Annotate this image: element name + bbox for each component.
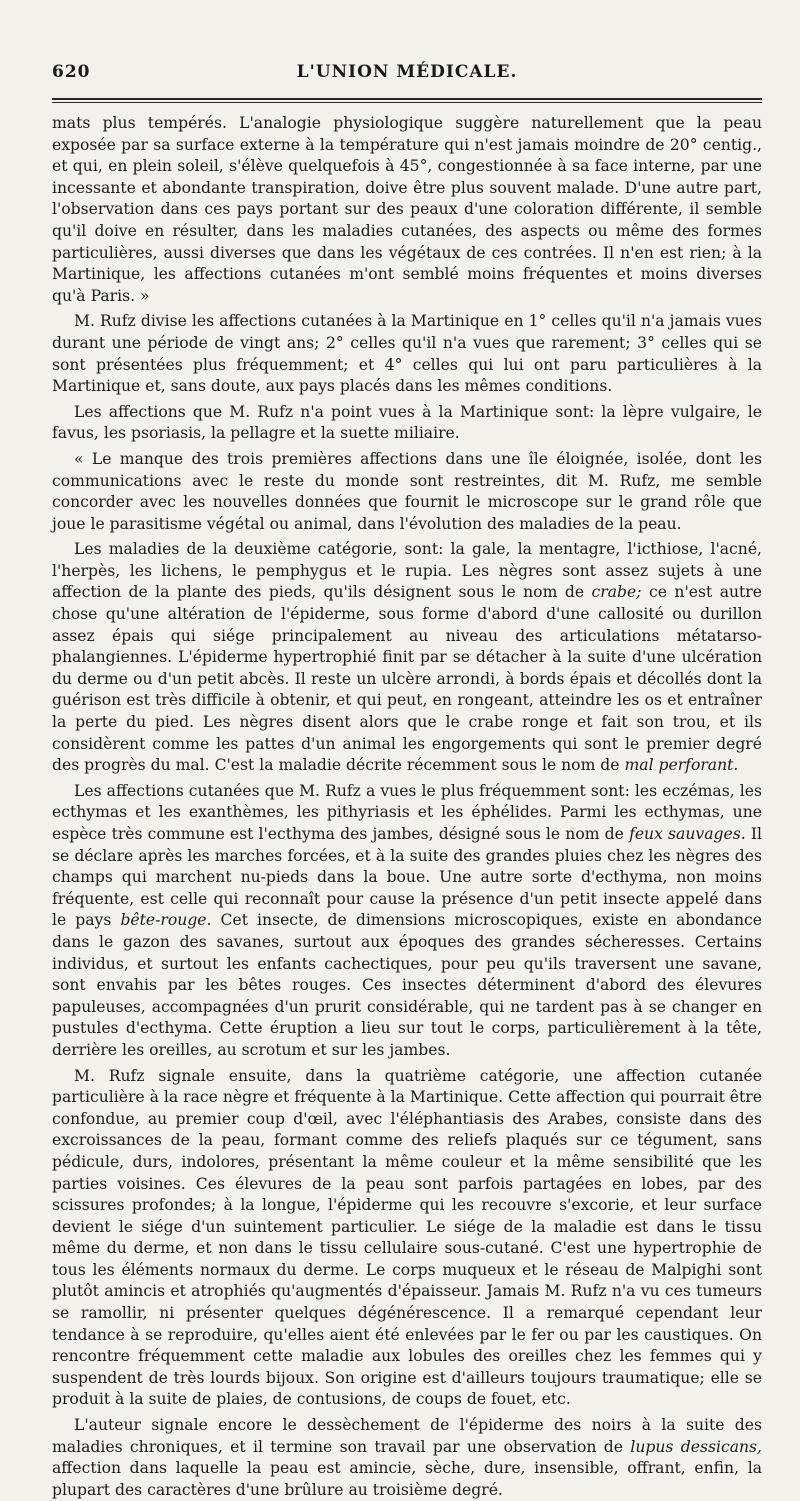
paragraph xyxy=(52,781,762,1062)
italic-term: bête-rouge. xyxy=(120,911,212,930)
paragraph xyxy=(52,539,762,777)
text-run: ce n'est autre chose qu'une altération de l'épiderme, sous forme d'abord d'une callosité ou durillon assez épais qui siége principalement au niveau des articulations métatarso-phalangiennes. L'épiderme hypertrophié finit par se détacher à la suite d'une ulcération du derme ou d'un petit abcès. Il reste un ulcère arrondi, à bords épais et décollés dont la guérison est très difficile à obtenir, et qui peut, en rongeant, atteindre les os et entraîner la perte du pied. Les nègres disent alors que le crabe ronge et fait son trou, et ils considèrent comme les pattes d'un animal les engorgements qui sont le premier degré des progrès du mal. C'est la maladie décrite récemment sous le nom de xyxy=(52,583,762,775)
paragraph: M. Rufz divise les affections cutanées à la Martinique en 1° celles qu'il n'a jamais vues durant une période de vingt ans; 2° celles qu'il n'a vues que rarement; 3° celles qui se sont présentées plus fréquemment; et 4° celles qui lui ont paru particulières à la Martinique et, sans doute, aux pays placés dans les mêmes conditions. xyxy=(52,312,762,396)
paragraph: Les affections que M. Rufz n'a point vues à la Martinique sont: la lèpre vulgaire, le favus, les psoriasis, la pellagre et la suette miliaire. xyxy=(52,402,762,443)
paragraph: « Le manque des trois premières affections dans une île éloignée, isolée, dont les communications avec le reste du monde sont restreintes, dit M. Rufz, me semble concorder avec les nouvelles données que fournit le microscope sur le grand rôle que joue le parasitisme végétal ou animal, dans l'évolution des maladies de la peau. xyxy=(52,449,762,533)
paragraph: M. Rufz signale ensuite, dans la quatrième catégorie, une affection cutanée particulière à la race nègre et fréquente à la Martinique. Cette affection qui pourrait être confondue, au premier coup d'œil, avec l'éléphantiasis des Arabes, consiste dans des excroissances de la peau, formant comme des reliefs plaqués sur ce tégument, sans pédicule, durs, indolores, présentant la même couleur et la même sensibilité que les parties voisines. Ces élevures de la peau sont parfois partagées en lobes, par des scissures profondes; à la longue, l'épiderme qui les recouvre s'excorie, et leur surface devient le siége d'un suintement particulier. Le siége de la maladie est dans le tissu même du derme, et non dans le tissu cellulaire sous-cutané. C'est une hypertrophie de tous les éléments normaux du derme. Le corps muqueux et le réseau de Malpighi sont plutôt amincis et atrophiés qu'augmentés d'épaisseur. Jamais M. Rufz n'a vu ces tumeurs se ramollir, ni présenter quelques dégénérescence. Il a remarqué cependant leur tendance à se reproduire, qu'elles aient été enlevées par le fer ou par les caustiques. On rencontre fréquemment cette maladie aux lobules des oreilles chez les femmes qui y suspendent de très lourds bijoux. Son origine est d'ailleurs toujours traumatique; elle se produit à la suite de plaies, de contusions, de coups de fouet, etc. xyxy=(52,1066,762,1409)
running-title: L'UNION MÉDICALE. xyxy=(296,62,518,82)
italic-term: crabe; xyxy=(591,583,642,602)
text-run: affection dans laquelle la peau est amincie, sèche, dure, insensible, offrant, enfin, la plupart des caractères d'une brûlure au troisième degré. xyxy=(52,1459,762,1499)
header-rule xyxy=(52,98,762,103)
italic-term: feux sauvages. xyxy=(629,825,746,843)
text-run: Il se déclare après les marches forcées, et à la suite des grandes pluies chez les nègres des champs qui marchent nu-pieds dans la boue. Une autre sorte d'ecthyma, non moins fréquente, est celle qui reconnaît pour cause la présence d'un petit insecte appelé dans le pays xyxy=(52,825,762,930)
italic-term: mal perforant. xyxy=(624,756,739,775)
page-header xyxy=(52,62,762,88)
paragraph xyxy=(52,1415,762,1501)
text-run: Cet insecte, de dimensions microscopiques, existe en abondance dans le gazon des savanes, surtout aux époques des grandes sécheresses. Certains individus, et surtout les enfants cachectiques, pour peu qu'ils traversent une savane, sont envahis par les bêtes rouges. Ces insectes déterminent d'abord des élevures papuleuses, accompagnées d'un prurit considérable, qui ne tardent pas à se changer en pustules d'ecthyma. Cette éruption a lieu sur tout le corps, particulièrement à la tête, derrière les oreilles, au scrotum et sur les jambes. xyxy=(52,911,762,1059)
paragraph: mats plus tempérés. L'analogie physiologique suggère naturellement que la peau exposée par sa surface externe à la température qui n'est jamais moindre de 20° centig., et qui, en plein soleil, s'élève quelquefois à 45°, congestionnée à sa face interne, par une incessante et abondante transpiration, doive être plus souvent malade. D'une autre part, l'observation dans ces pays portant sur des peaux d'une coloration différente, il semble qu'il doive en résulter, dans les maladies cutanées, des aspects ou même des formes particulières, aussi diverses que dans les végétaux de ces contrées. Il n'en est rien; à la Martinique, les affections cutanées m'ont semblé moins fréquentes et moins diverses qu'à Paris. » xyxy=(52,114,762,305)
text-run: L'auteur signale encore le dessèchement de l'épiderme des noirs à la suite des maladies chroniques, et il termine son travail par une observation de xyxy=(52,1416,762,1456)
article-body xyxy=(52,113,762,1501)
text-run: Les affections cutanées que M. Rufz a vues le plus fréquemment sont: les eczémas, les ecthymas et les exanthèmes, les pithyriasis et les éphélides. Parmi les ecthymas, une espèce très commune est l'ecthyma des jambes, désigné sous le nom de xyxy=(52,781,762,843)
text-run: Les maladies de la deuxième catégorie, sont: la gale, la mentagre, l'icthiose, l'acné, l'herpès, les lichens, le pemphygus et le rupia. Les nègres sont assez sujets à une affection de la plante des pieds, qu'ils désignent sous le nom de xyxy=(52,540,762,602)
page-number: 620 xyxy=(52,62,91,82)
italic-term: lupus dessicans, xyxy=(630,1437,762,1456)
